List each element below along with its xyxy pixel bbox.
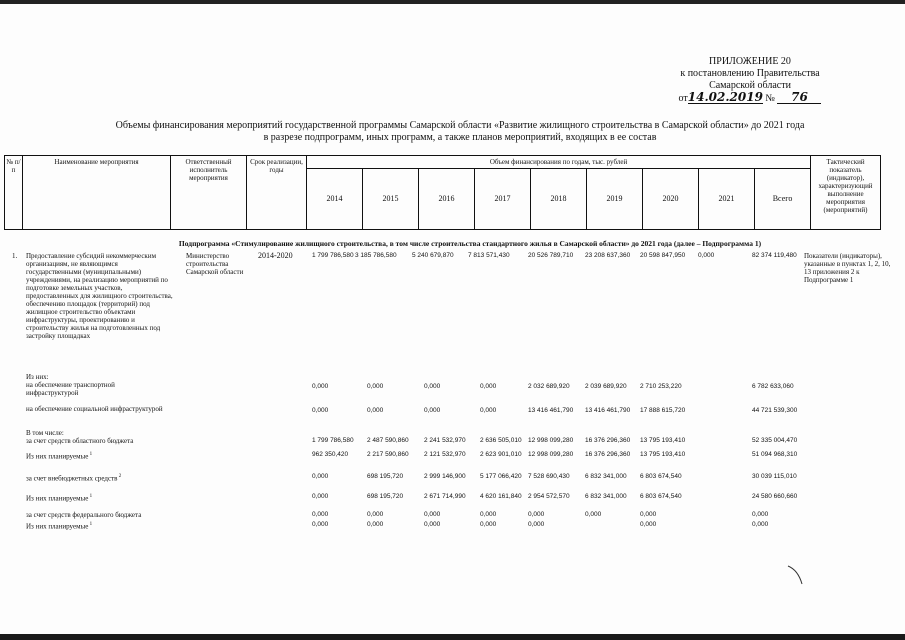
row-value-cell: 7 528 690,430: [528, 473, 570, 480]
row-value-cell: 6 803 674,540: [640, 473, 682, 480]
row-value-cell: 6 832 341,000: [585, 473, 627, 480]
row-value-cell: 2 121 532,970: [424, 451, 466, 458]
footnote-mark: 2: [117, 474, 122, 479]
item-number: 1.: [12, 252, 18, 260]
row-value-cell: 0,000: [312, 383, 329, 390]
row-value-cell: 2 217 590,860: [367, 451, 409, 458]
item-value-cell: 82 374 119,480: [752, 252, 797, 259]
row-value-cell: 6 803 674,540: [640, 493, 682, 500]
handwritten-number: 76: [777, 92, 821, 104]
row-value-cell: 2 241 532,970: [424, 437, 466, 444]
row-label: [26, 405, 166, 413]
row-value-cell: 0,000: [367, 511, 384, 518]
header-year: 2019: [587, 169, 643, 230]
item-name: Предоставление субсидий некоммерческим организациям, не являющимся государственными (муниципальными) учреждениями, на реализацию мероприятий по подготовке земельных участков, предоставленных для жилищного строительства, обеспечению площадок (территорий) под жилищное строительство объектами инфраструктуры, проектированию и строительству жилья на подготовленных под застройку площадках: [26, 252, 173, 340]
row-value-cell: 16 376 296,360: [585, 451, 631, 458]
row-value-cell: 0,000: [640, 511, 657, 518]
annex-date-line: [660, 92, 840, 105]
header-year: 2015: [363, 169, 419, 230]
row-value-cell: 2 636 505,010: [480, 437, 522, 444]
row-label: [26, 521, 166, 530]
row-value-cell: 0,000: [312, 493, 329, 500]
row-value-cell: 0,000: [424, 521, 441, 528]
date-prefix: от: [678, 93, 688, 104]
row-value-cell: 12 998 099,280: [528, 451, 574, 458]
row-label-text: Из них планируемые: [26, 522, 89, 531]
row-label-text: на обеспечение социальной инфраструктурой: [26, 405, 163, 413]
row-value-cell: 0,000: [480, 383, 497, 390]
row-value-cell: 12 998 099,280: [528, 437, 574, 444]
row-value-cell: 0,000: [312, 407, 329, 414]
header-year: 2018: [531, 169, 587, 230]
row-value-cell: 4 620 161,840: [480, 493, 522, 500]
row-value-cell: 30 039 115,010: [752, 473, 797, 480]
row-label: [26, 511, 166, 519]
row-value-cell: 0,000: [752, 521, 769, 528]
row-value-cell: 6 782 633,060: [752, 383, 794, 390]
row-value-cell: 16 376 296,360: [585, 437, 631, 444]
header-year: 2014: [307, 169, 363, 230]
row-value-cell: 0,000: [480, 511, 497, 518]
row-value-cell: 962 350,420: [312, 451, 349, 458]
row-value-cell: 0,000: [752, 511, 769, 518]
item-executor: Министерство строительства Самарской области: [186, 252, 244, 276]
item-indicator: Показатели (индикаторы), указанные в пунктах 1, 2, 10, 13 приложения 2 к Подпрограмме 1: [804, 252, 891, 284]
row-label: [26, 493, 166, 502]
header-total: Всего: [755, 169, 811, 230]
row-value-cell: 0,000: [312, 521, 329, 528]
document-title: [100, 120, 820, 144]
item-value-cell: 20 598 847,950: [640, 252, 686, 259]
row-value-cell: 5 177 066,420: [480, 473, 522, 480]
in-total-label: В том числе:: [26, 429, 64, 437]
row-label: [26, 381, 166, 397]
annex-decree-line: к постановлению Правительства: [680, 68, 820, 79]
row-label: [26, 437, 166, 445]
header-num: № п/п: [5, 156, 23, 230]
row-value-cell: 0,000: [528, 511, 545, 518]
header-name: Наименование мероприятия: [23, 156, 171, 230]
item-term: 2014-2020: [258, 251, 293, 260]
annex-header: [660, 56, 840, 105]
row-value-cell: 0,000: [640, 521, 657, 528]
row-label-text: за счет средств областного бюджета: [26, 437, 134, 445]
row-value-cell: 0,000: [585, 511, 602, 518]
pen-mark-icon: [786, 564, 806, 586]
row-value-cell: 0,000: [424, 407, 441, 414]
row-value-cell: 2 671 714,990: [424, 493, 466, 500]
footnote-mark: 1: [88, 452, 93, 457]
item-value-cell: 20 526 789,710: [528, 252, 574, 259]
row-label: [26, 473, 166, 482]
title-line-1: Объемы финансирования мероприятий государственной программы Самарской области «Развитие жилищного строительства в Самарской области» до 2021 года: [115, 120, 805, 131]
row-value-cell: 0,000: [367, 407, 384, 414]
row-label-text: за счет внебюджетных средств: [26, 474, 118, 483]
row-value-cell: 2 999 146,900: [424, 473, 466, 480]
header-year: 2020: [643, 169, 699, 230]
row-value-cell: 0,000: [312, 511, 329, 518]
row-label-text: Из них планируемые: [26, 494, 89, 503]
annex-title: ПРИЛОЖЕНИЕ 20: [709, 56, 791, 67]
handwritten-date: 14.02.2019: [687, 90, 763, 104]
row-value-cell: 44 721 539,300: [752, 407, 798, 414]
row-value-cell: 0,000: [480, 521, 497, 528]
row-label-text: Из них планируемые: [26, 452, 89, 461]
title-line-2: в разрезе подпрограмм, иных программ, а также планов мероприятий, входящих в ее состав: [263, 132, 657, 143]
row-value-cell: 2 039 689,920: [585, 383, 627, 390]
header-year: 2017: [475, 169, 531, 230]
row-value-cell: 13 795 193,410: [640, 437, 686, 444]
row-value-cell: 698 195,720: [367, 493, 404, 500]
row-value-cell: 698 195,720: [367, 473, 404, 480]
item-value-cell: 1 799 786,580: [312, 252, 354, 259]
row-label-text: за счет средств федерального бюджета: [26, 511, 142, 519]
item-value-cell: 7 813 571,430: [468, 252, 510, 259]
item-value-cell: 23 208 637,360: [585, 252, 631, 259]
row-value-cell: 51 094 968,310: [752, 451, 798, 458]
item-value-cell: 3 185 786,580: [355, 252, 397, 259]
row-value-cell: 2 623 901,010: [480, 451, 522, 458]
footnote-mark: 1: [88, 522, 93, 527]
row-value-cell: 0,000: [424, 511, 441, 518]
row-value-cell: 13 416 461,790: [528, 407, 574, 414]
row-label-text: на обеспечение транспортной инфраструктурой: [26, 381, 115, 397]
row-value-cell: 2 487 590,860: [367, 437, 409, 444]
row-value-cell: 52 335 004,470: [752, 437, 798, 444]
subprogram-title: Подпрограмма «Стимулирование жилищного строительства, в том числе строительства стандартного жилья в Самарской области» до 2021 года (далее – Подпрограмма 1): [178, 239, 762, 248]
row-value-cell: 2 032 689,920: [528, 383, 570, 390]
row-value-cell: 17 888 615,720: [640, 407, 686, 414]
scan-edge-bottom: [0, 634, 905, 640]
header-year: 2016: [419, 169, 475, 230]
row-value-cell: 2 954 572,570: [528, 493, 570, 500]
table-header: [4, 155, 881, 230]
row-value-cell: 0,000: [480, 407, 497, 414]
row-value-cell: 2 710 253,220: [640, 383, 682, 390]
row-value-cell: 0,000: [528, 521, 545, 528]
item-value-cell: 0,000: [698, 252, 715, 259]
row-value-cell: 0,000: [424, 383, 441, 390]
row-label: [26, 451, 166, 460]
row-value-cell: 1 799 786,580: [312, 437, 354, 444]
row-value-cell: 13 795 193,410: [640, 451, 686, 458]
annex-region-line: Самарской области: [709, 80, 791, 91]
row-value-cell: 13 416 461,790: [585, 407, 631, 414]
number-prefix: №: [765, 93, 775, 104]
footnote-mark: 1: [88, 494, 93, 499]
row-value-cell: 0,000: [367, 521, 384, 528]
row-value-cell: 0,000: [367, 383, 384, 390]
of-them-label: Из них:: [26, 373, 49, 381]
item-value-cell: 5 240 679,870: [412, 252, 454, 259]
header-year: 2021: [699, 169, 755, 230]
header-indicator: Тактический показатель (индикатор), характеризующий выполнение мероприятия (мероприятий): [811, 156, 881, 230]
row-value-cell: 0,000: [312, 473, 329, 480]
header-volume: Объем финансирования по годам, тыс. рублей: [307, 156, 811, 169]
header-executor: Ответственный исполнитель мероприятия: [171, 156, 247, 230]
row-value-cell: 24 580 660,660: [752, 493, 798, 500]
row-value-cell: 6 832 341,000: [585, 493, 627, 500]
scan-edge-top: [0, 0, 905, 4]
header-term: Срок реализации, годы: [247, 156, 307, 230]
